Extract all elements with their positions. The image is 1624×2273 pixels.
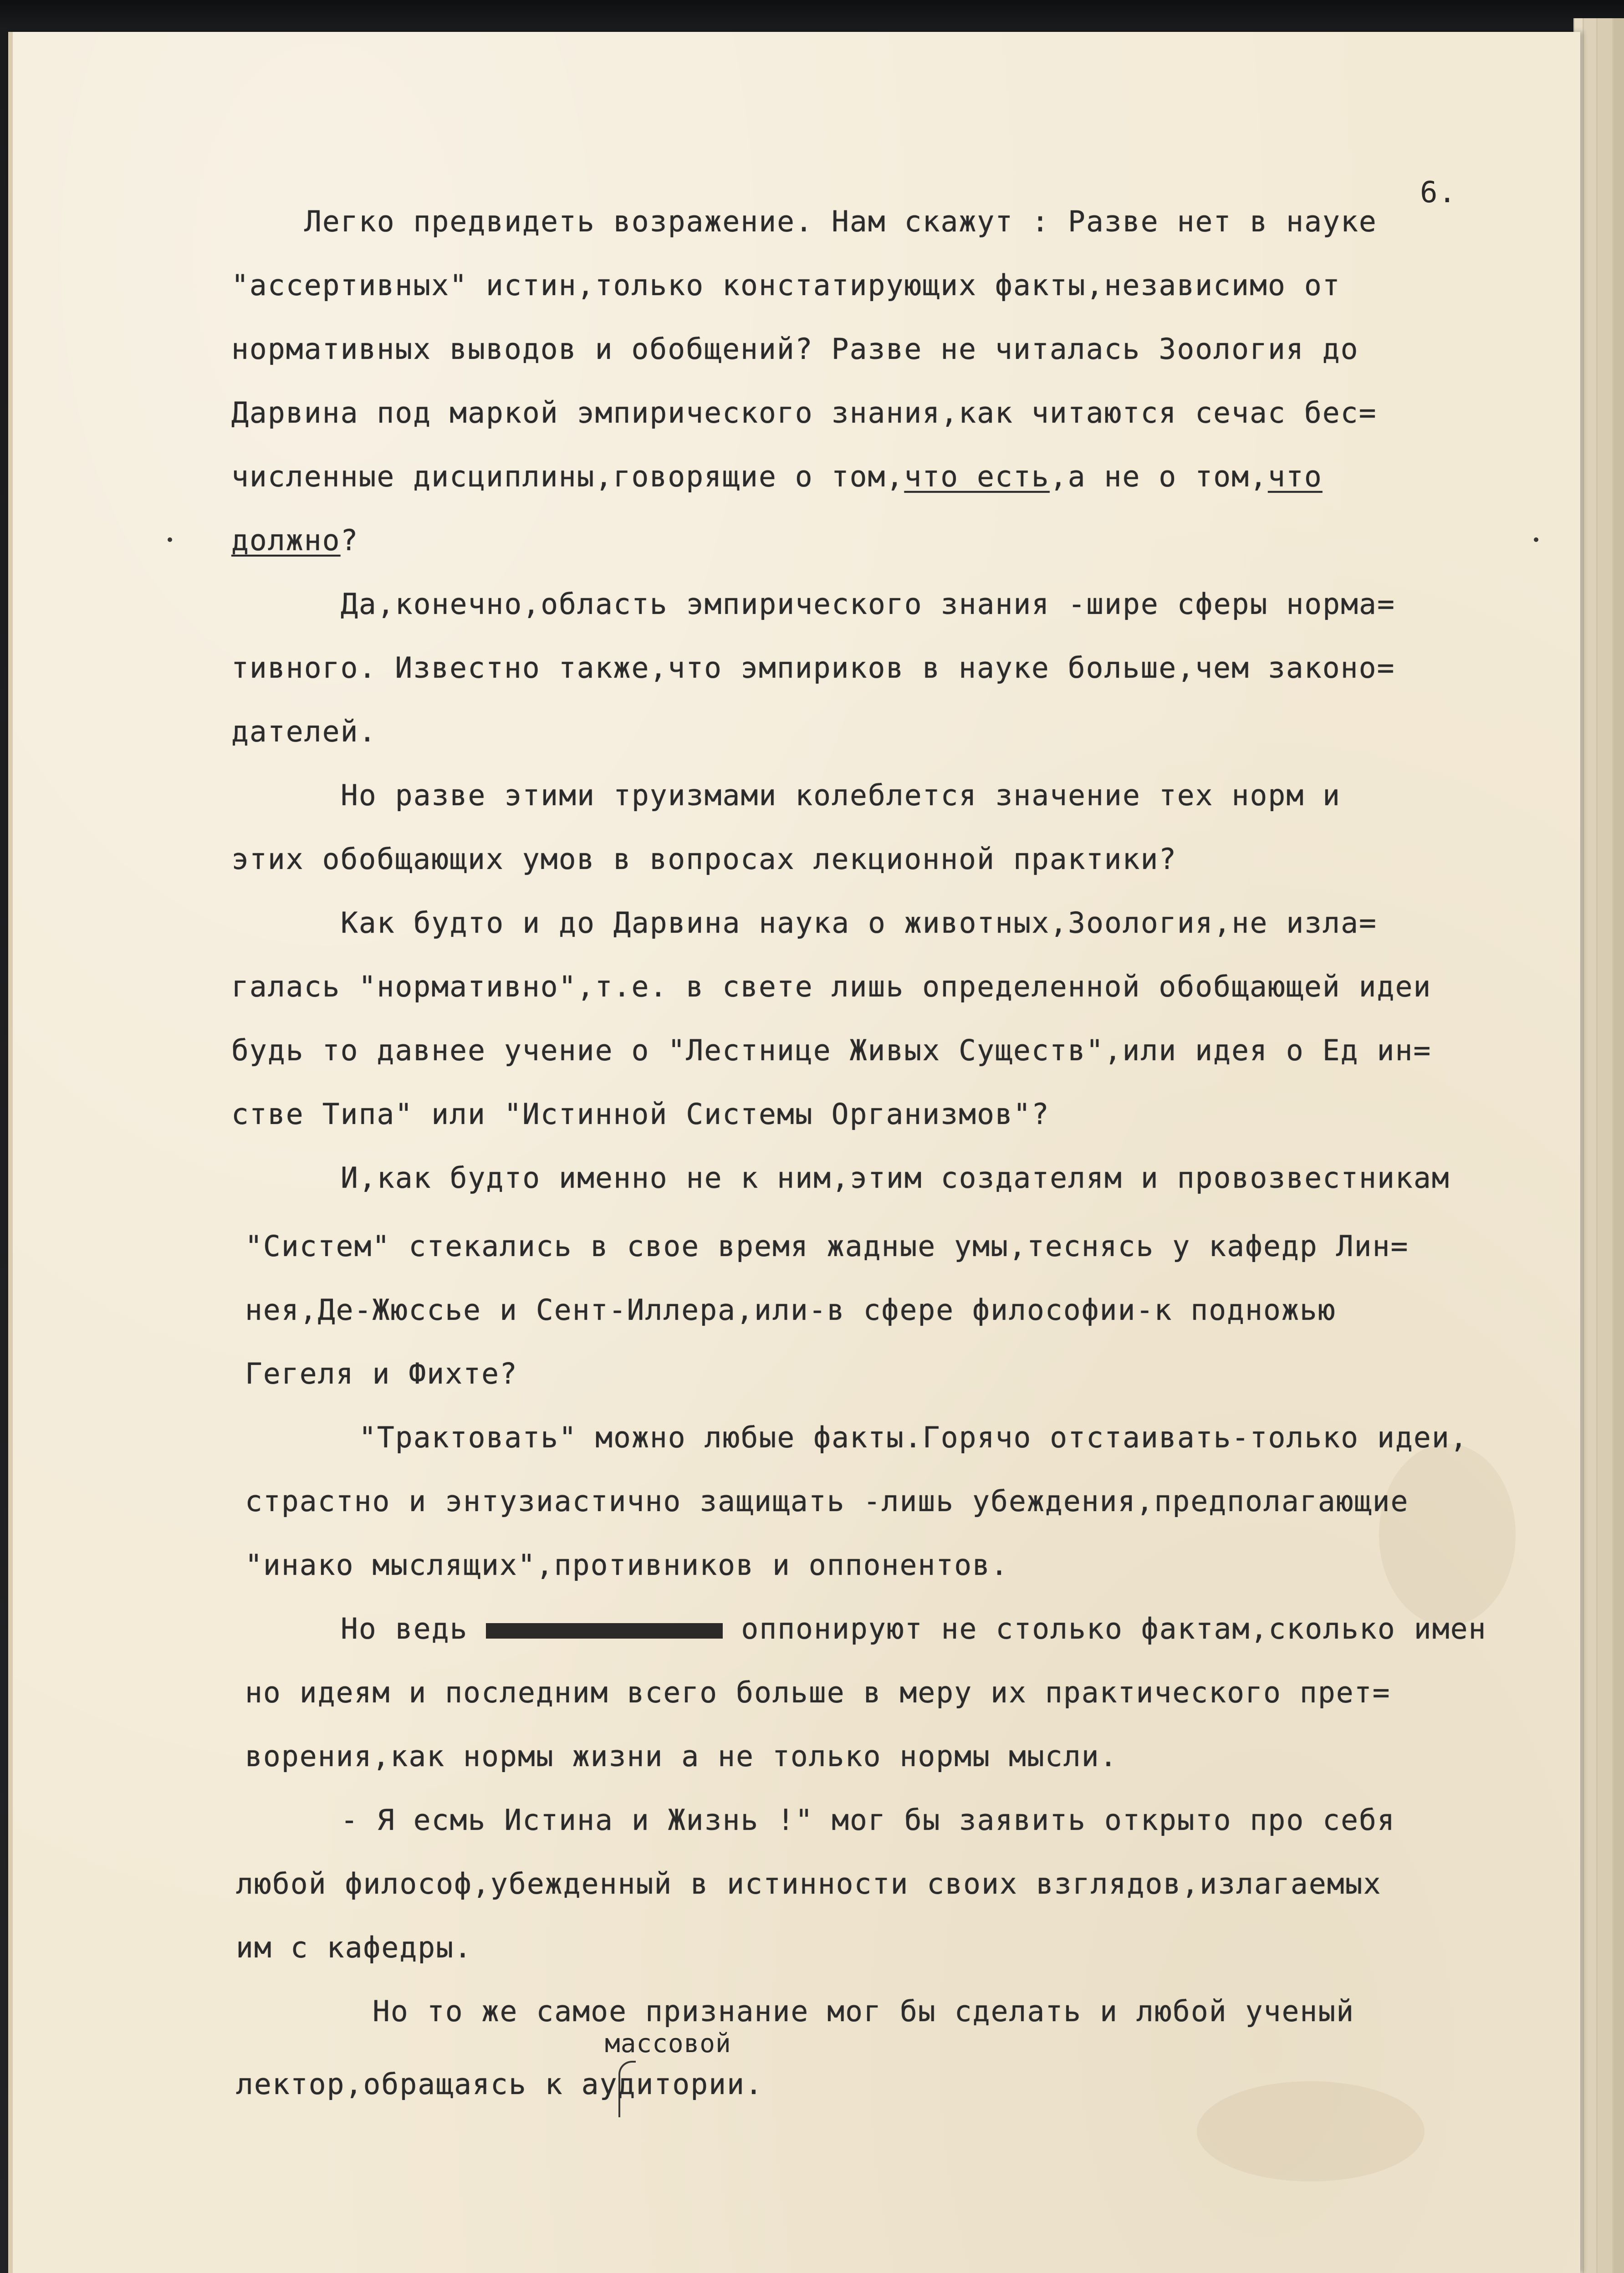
text-fragment: оппонируют не столько фактам,сколько имен <box>741 1612 1487 1645</box>
text-line: галась "нормативно",т.е. в свете лишь определенной обобщающей идеи <box>231 970 1432 1003</box>
text-line: страстно и энтузиастично защищать -лишь убеждения,предполагающие <box>245 1485 1409 1518</box>
text-line: стве Типа" или "Истинной Системы Организмов"? <box>231 1098 1050 1131</box>
text-fragment: ,а не о том, <box>1049 460 1268 493</box>
paper-stain <box>1379 1444 1516 1626</box>
text-line: Легко предвидеть возражение. Нам скажут : Разве нет в науке <box>304 205 1377 238</box>
text-fragment: ? <box>340 524 359 557</box>
text-fragment: численные дисциплины,говорящие о том, <box>231 460 904 493</box>
text-line <box>231 460 1323 493</box>
text-fragment: Но ведь <box>341 1612 468 1645</box>
text-line: этих обобщающих умов в вопросах лекционной практики? <box>231 843 1177 876</box>
text-line: нея,Де-Жюссье и Сент-Иллера,или-в сфере философии-к подножью <box>245 1293 1336 1327</box>
text-line: "ассертивных" истин,только констатирующих факты,независимо от <box>231 269 1341 302</box>
handwritten-insertion: массовой <box>605 2029 731 2058</box>
text-line: - Я есмь Истина и Жизнь !" мог бы заявить открыто про себя <box>341 1803 1395 1837</box>
text-line: будь то давнее учение о "Лестнице Живых Существ",или идея о Ед ин= <box>231 1034 1432 1067</box>
typewritten-page <box>8 32 1580 2273</box>
margin-dot <box>1534 537 1538 542</box>
text-line: Но то же самое признание мог бы сделать и любой ученый <box>373 1995 1355 2028</box>
text-line: им с кафедры. <box>236 1931 473 1964</box>
text-line: И,как будто именно не к ним,этим создателям и провозвестникам <box>341 1161 1450 1195</box>
text-line: "Систем" стекались в свое время жадные умы,теснясь у кафедр Лин= <box>245 1230 1409 1263</box>
text-line: лектор,обращаясь к аудитории. <box>236 2068 763 2101</box>
text-line: дателей. <box>231 715 377 748</box>
text-line: любой философ,убежденный в истинности своих взглядов,излагаемых <box>236 1867 1382 1900</box>
underlined-phrase: что <box>1267 460 1323 493</box>
text-line: ворения,как нормы жизни а не только нормы мысли. <box>245 1740 1118 1773</box>
text-line: Гегеля и Фихте? <box>245 1357 518 1390</box>
underlined-phrase: должно <box>231 524 341 557</box>
text-line: Но разве этими труизмами колеблется значение тех норм и <box>341 779 1341 812</box>
text-line <box>341 1612 1487 1645</box>
text-line: Да,конечно,область эмпирического знания -шире сферы норма= <box>341 587 1395 621</box>
text-line: "Трактовать" можно любые факты.Горячо отстаивать-только идеи, <box>359 1421 1468 1454</box>
text-line <box>231 524 359 557</box>
text-line: нормативных выводов и обобщений? Разве не читалась Зоология до <box>231 332 1359 366</box>
page-edge <box>1612 18 1624 2273</box>
text-line: Как будто и до Дарвина наука о животных,Зоология,не изла= <box>341 906 1377 940</box>
text-line: "инако мыслящих",противников и оппонентов. <box>245 1548 1009 1582</box>
underlined-phrase: что есть <box>904 460 1050 493</box>
text-line: но идеям и последним всего больше в меру их практического прет= <box>245 1676 1391 1709</box>
page-number: 6. <box>1420 176 1457 209</box>
text-line: Дарвина под маркой эмпирического знания,как читаются сечас бес= <box>231 396 1377 429</box>
struck-out-word <box>486 1623 723 1639</box>
margin-dot <box>168 537 172 542</box>
text-line: тивного. Известно также,что эмпириков в науке больше,чем законо= <box>231 651 1395 684</box>
paper-stain <box>1197 2081 1425 2181</box>
